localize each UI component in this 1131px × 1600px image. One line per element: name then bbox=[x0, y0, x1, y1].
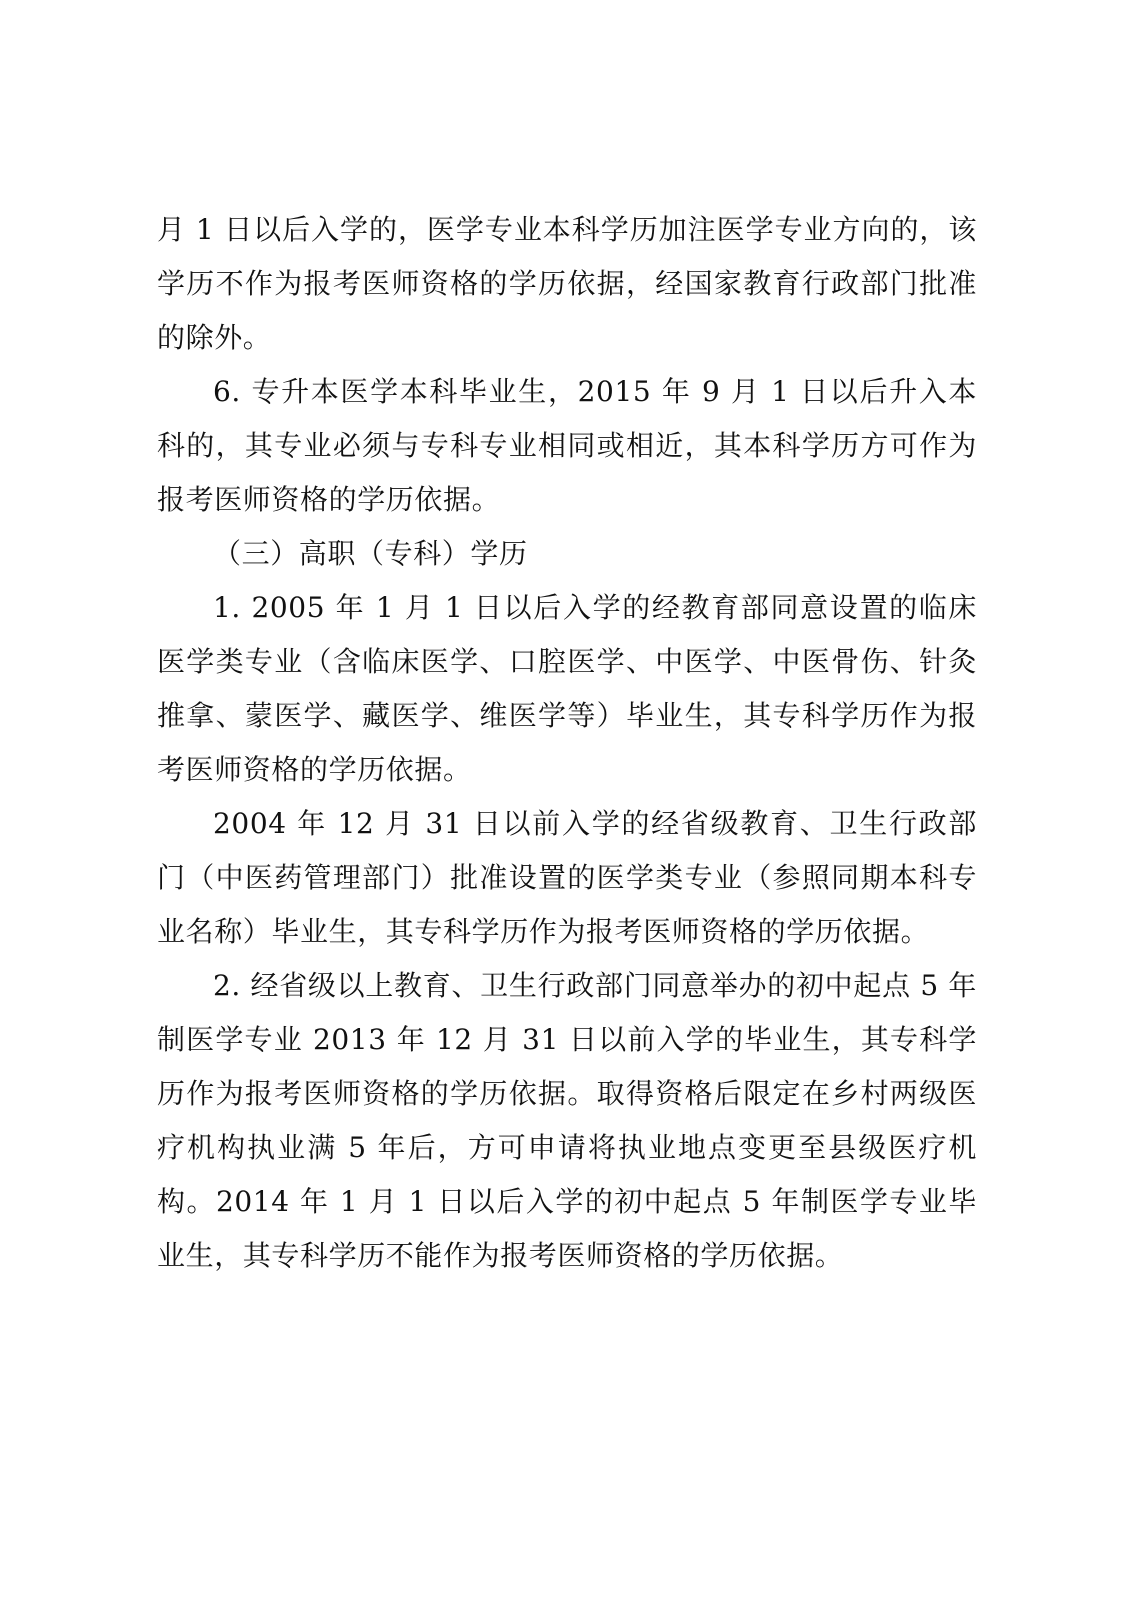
paragraph-item-1: 1. 2005 年 1 月 1 日以后入学的经教育部同意设置的临床医学类专业（含临床医学、口腔医学、中医学、中医骨伤、针灸推拿、蒙医学、藏医学、维医学等）毕业生，其专科学历作为报考医师资格的学历依据。 bbox=[157, 591, 977, 786]
paragraph-item-6: 6. 专升本医学本科毕业生，2015 年 9 月 1 日以后升入本科的，其专业必须与专科专业相同或相近，其本科学历方可作为报考医师资格的学历依据。 bbox=[157, 375, 977, 516]
section-heading-vocational: （三）高职（专科）学历 bbox=[213, 537, 528, 570]
document-body bbox=[157, 203, 977, 1283]
paragraph-item-2: 2. 经省级以上教育、卫生行政部门同意举办的初中起点 5 年制医学专业 2013 年 12 月 31 日以前入学的毕业生，其专科学历作为报考医师资格的学历依据。取得资格后限定在乡村两级医疗机构执业满 5 年后，方可申请将执业地点变更至县级医疗机构。2014 年 1 月 1 日以后入学的初中起点 5 年制医学专业毕业生，其专科学历不能作为报考医师资格的学历依据。 bbox=[157, 969, 977, 1272]
paragraph-continuation: 月 1 日以后入学的，医学专业本科学历加注医学专业方向的，该学历不作为报考医师资格的学历依据，经国家教育行政部门批准的除外。 bbox=[157, 213, 977, 354]
paragraph-pre-2004: 2004 年 12 月 31 日以前入学的经省级教育、卫生行政部门（中医药管理部门）批准设置的医学类专业（参照同期本科专业名称）毕业生，其专科学历作为报考医师资格的学历依据。 bbox=[157, 807, 977, 948]
